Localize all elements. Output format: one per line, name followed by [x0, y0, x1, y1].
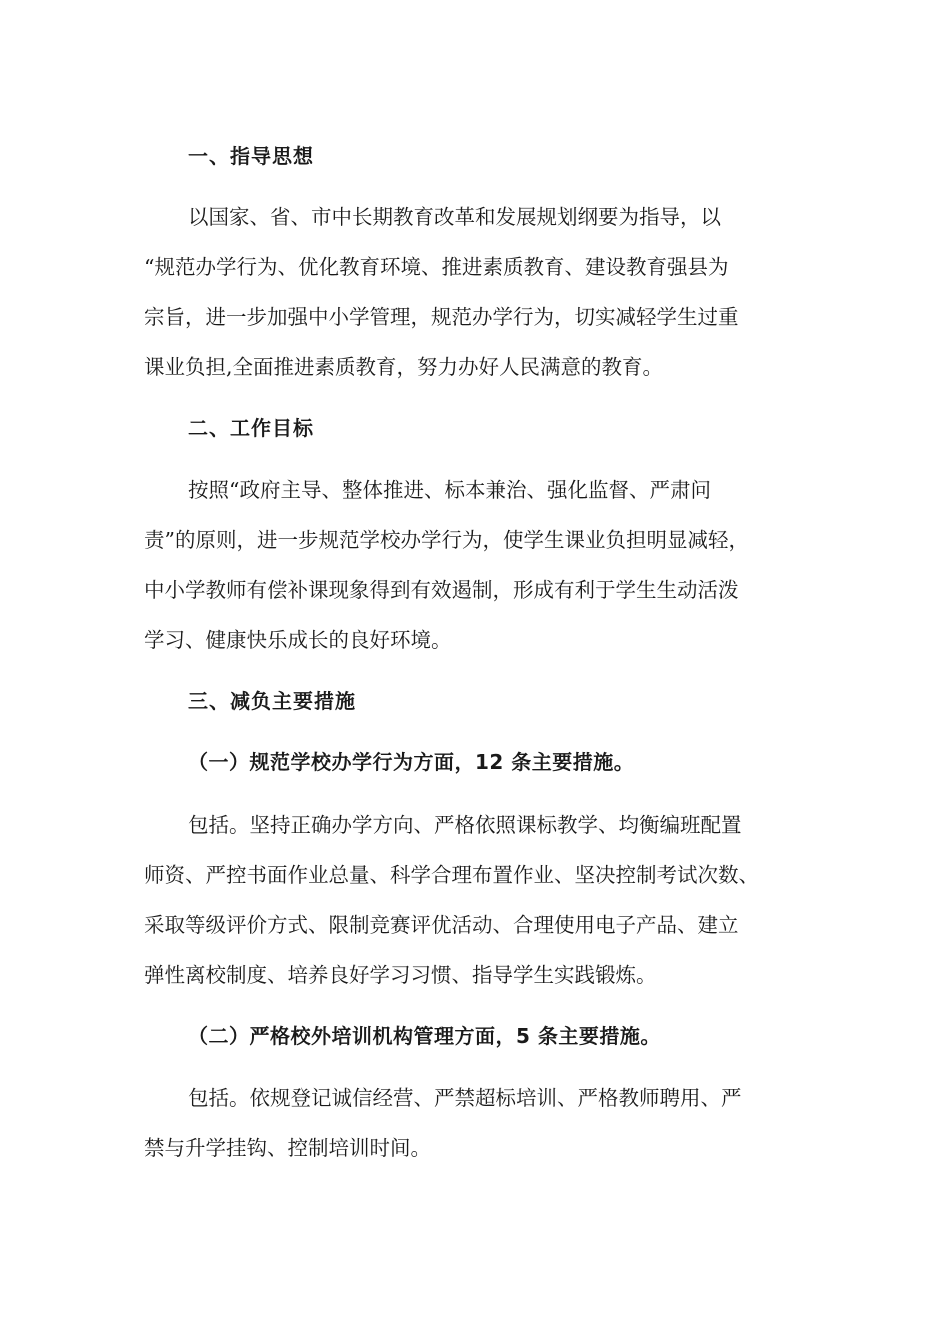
paragraph-line: 按照“政府主导、整体推进、标本兼治、强化监督、严肃问 [188, 478, 711, 502]
paragraph-line: 学习、健康快乐成长的良好环境。 [144, 628, 452, 652]
paragraph-line: 禁与升学挂钩、控制培训时间。 [144, 1136, 431, 1160]
section-heading-work-goals: 二、工作目标 [188, 416, 314, 440]
paragraph-line: 宗旨，进一步加强中小学管理，规范办学行为，切实减轻学生过重 [144, 305, 739, 329]
paragraph-line: 采取等级评价方式、限制竞赛评优活动、合理使用电子产品、建立 [144, 913, 739, 937]
paragraph-line: 包括。坚持正确办学方向、严格依照课标教学、均衡编班配置 [188, 813, 742, 837]
paragraph-line: 包括。依规登记诚信经营、严禁超标培训、严格教师聘用、严 [188, 1086, 742, 1110]
paragraph-line: 师资、严控书面作业总量、科学合理布置作业、坚决控制考试次数、 [144, 863, 759, 887]
subsection-title-training-institutions: （二）严格校外培训机构管理方面，5 条主要措施。 [188, 1024, 661, 1048]
paragraph-line: 弹性离校制度、培养良好学习习惯、指导学生实践锻炼。 [144, 963, 657, 987]
paragraph-line: “规范办学行为、优化教育环境、推进素质教育、建设教育强县为 [144, 255, 729, 279]
subsection-title-school-conduct: （一）规范学校办学行为方面，12 条主要措施。 [188, 750, 635, 774]
paragraph-line: 课业负担,全面推进素质教育，努力办好人民满意的教育。 [144, 355, 664, 379]
paragraph-line: 中小学教师有偿补课现象得到有效遏制，形成有利于学生生动活泼 [144, 578, 739, 602]
paragraph-line: 以国家、省、市中长期教育改革和发展规划纲要为指导，以 [188, 205, 721, 229]
paragraph-line: 责”的原则，进一步规范学校办学行为，使学生课业负担明显减轻， [144, 528, 749, 552]
section-heading-guiding-ideology: 一、指导思想 [188, 144, 314, 168]
section-heading-burden-reduction-measures: 三、减负主要措施 [188, 689, 356, 713]
